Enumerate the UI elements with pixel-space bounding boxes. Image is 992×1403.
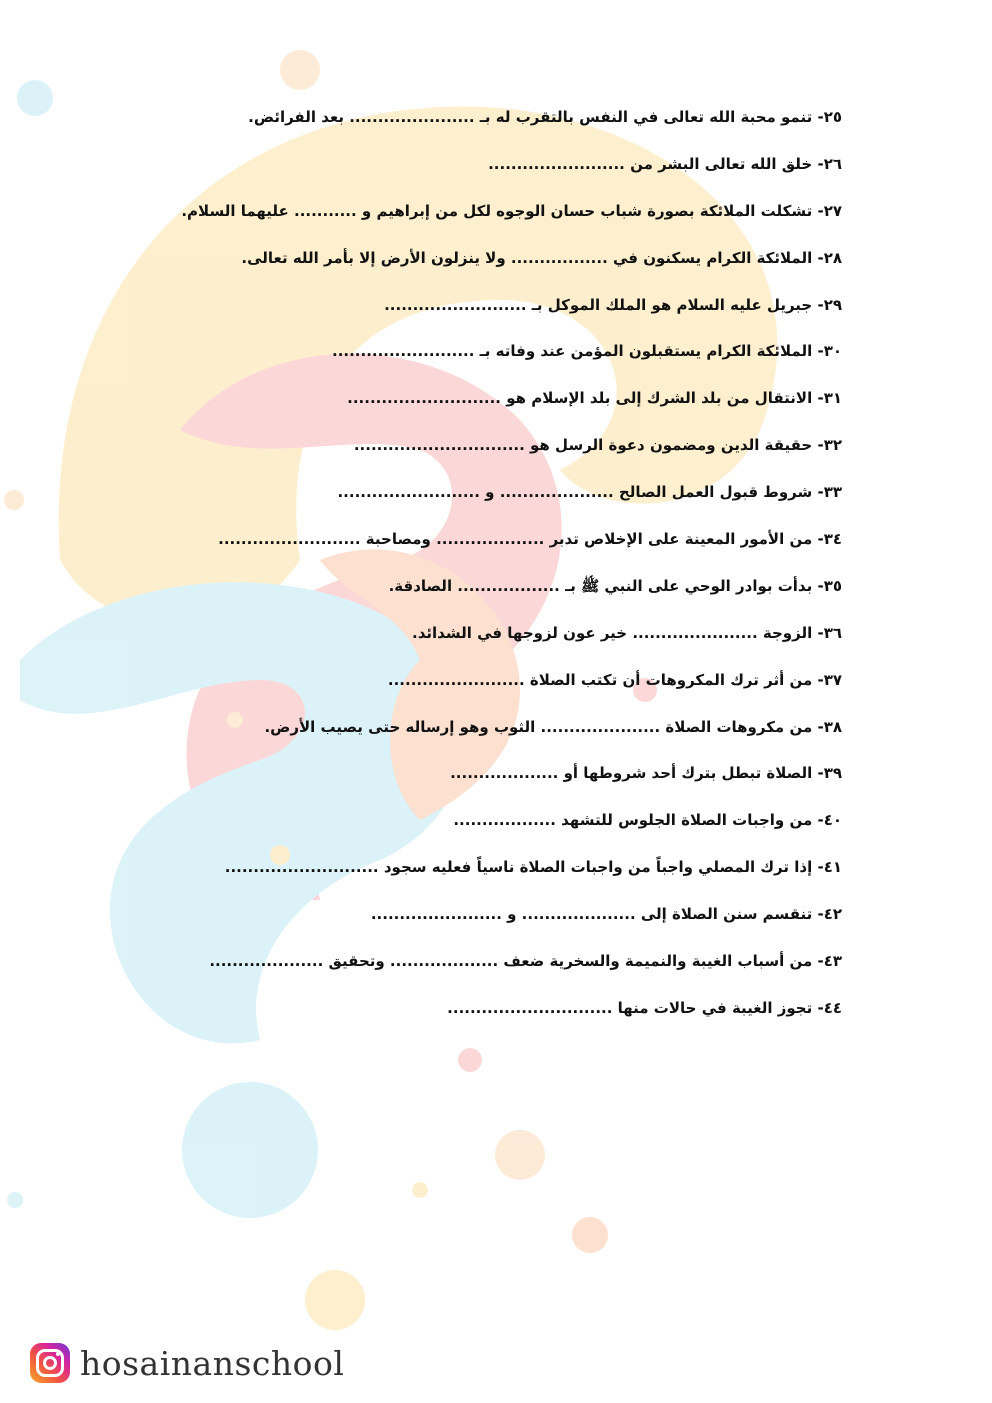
question-38: ٣٨- من مكروهات الصلاة ..................... الثوب وهو إرساله حتى يصيب الأرض. (264, 717, 842, 736)
question-25: ٢٥- تنمو محبة الله تعالى في النفس بالتقرب له بـ ...................... بعد الفرائض. (248, 108, 842, 126)
question-32: ٣٢- حقيقة الدين ومضمون دعوة الرسل هو .............................. (353, 436, 842, 455)
question-43: ٤٣- من أسباب الغيبة والنميمة والسخرية ضعف ................... وتحقيق .................... (209, 952, 842, 971)
question-30: ٣٠- الملائكة الكرام يستقبلون المؤمن عند وفاته بـ ......................... (332, 342, 842, 361)
question-36: ٣٦- الزوجة ...................... خير عون لزوجها في الشدائد. (412, 623, 842, 642)
question-28: ٢٨- الملائكة الكرام يسكنون في ................. ولا ينزلون الأرض إلا بأمر الله تعالى. (241, 248, 842, 267)
question-31: ٣١- الانتقال من بلد الشرك إلى بلد الإسلام هو ........................... (347, 389, 842, 408)
question-34: ٣٤- من الأمور المعينة على الإخلاص تدبر ................... ومصاحبة ......................... (218, 530, 842, 549)
question-44: ٤٤- تجوز الغيبة في حالات منها ............................. (447, 998, 842, 1017)
question-40: ٤٠- من واجبات الصلاة الجلوس للتشهد .................. (453, 811, 842, 830)
question-41: ٤١- إذا ترك المصلي واجباً من واجبات الصلاة ناسياً فعليه سجود ........................... (224, 858, 842, 877)
instagram-handle: hosainanschool (80, 1343, 345, 1383)
question-39: ٣٩- الصلاة تبطل بترك أحد شروطها أو ................... (450, 764, 842, 783)
question-26: ٢٦- خلق الله تعالى البشر من ........................ (488, 154, 842, 173)
social-footer (30, 1340, 344, 1386)
question-42: ٤٢- تنقسم سنن الصلاة إلى .................... و ....................... (370, 905, 842, 924)
question-29: ٢٩- جبريل عليه السلام هو الملك الموكل بـ ......................... (384, 295, 842, 314)
question-33: ٣٣- شروط قبول العمل الصالح .................... و ......................... (337, 483, 842, 502)
instagram-icon (30, 1343, 70, 1383)
question-list (122, 100, 842, 1038)
question-35: ٣٥- بدأت بوادر الوحي على النبي ﷺ بـ .................. الصادقة. (388, 576, 842, 595)
question-37: ٣٧- من أثر ترك المكروهات أن تكتب الصلاة ........................ (387, 670, 842, 689)
question-27: ٢٧- تشكلت الملائكة بصورة شباب حسان الوجوه لكل من إبراهيم و ........... عليهما السلام. (181, 201, 842, 220)
